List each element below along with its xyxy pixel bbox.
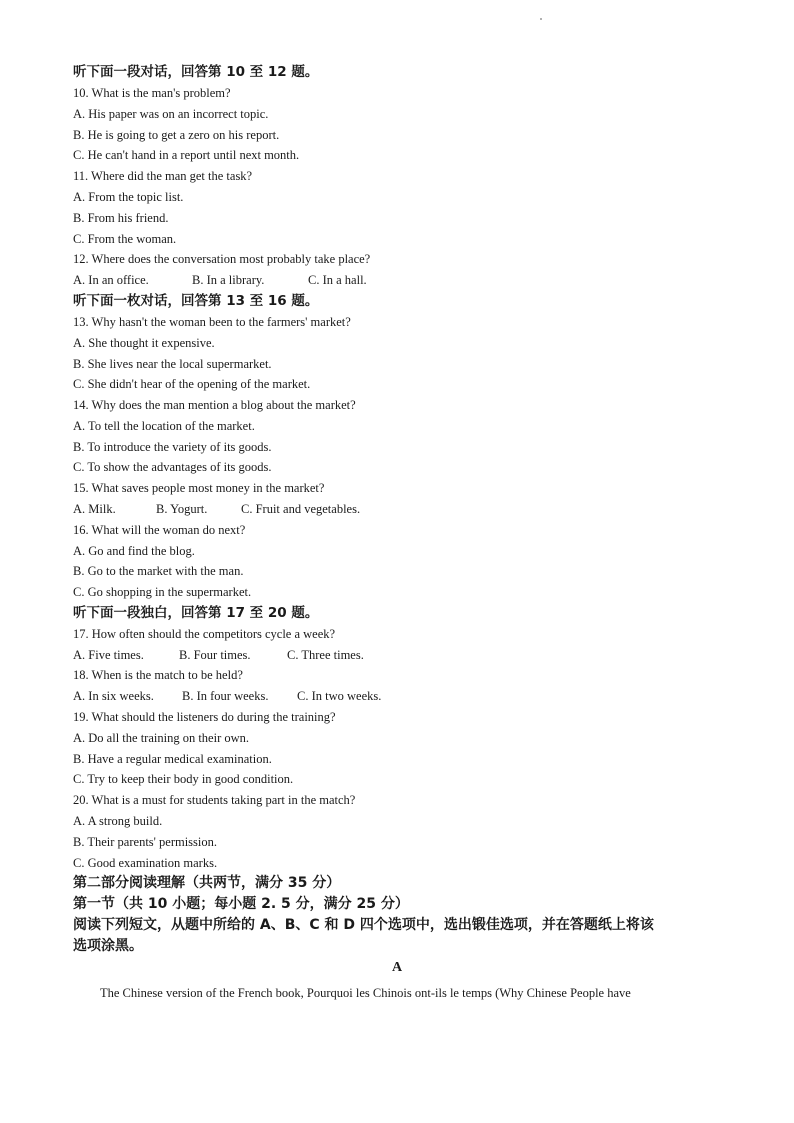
option-12c: C. In a hall. bbox=[308, 273, 367, 287]
section-heading-2: 听下面一枚对话，回答第 13 至 16 题。 bbox=[73, 293, 319, 309]
option-11a: A. From the topic list. bbox=[73, 190, 184, 204]
question-10: 10. What is the man's problem? bbox=[73, 86, 231, 100]
option-14a: A. To tell the location of the market. bbox=[73, 419, 255, 433]
speck bbox=[540, 18, 542, 20]
passage-first-line: The Chinese version of the French book, Pourquoi les Chinois ont-ils le temps (Why Chinese People have bbox=[100, 986, 631, 1000]
section-1-heading: 第一节（共 10 小题；每小题 2. 5 分，满分 25 分） bbox=[73, 896, 409, 912]
option-16b: B. Go to the market with the man. bbox=[73, 564, 244, 578]
option-13c: C. She didn't hear of the opening of the market. bbox=[73, 377, 311, 391]
option-10a: A. His paper was on an incorrect topic. bbox=[73, 107, 269, 121]
instruction-line-2: 选项涂黑。 bbox=[73, 938, 143, 954]
question-11: 11. Where did the man get the task? bbox=[73, 169, 253, 183]
option-20c: C. Good examination marks. bbox=[73, 856, 218, 870]
option-14b: B. To introduce the variety of its goods. bbox=[73, 440, 272, 454]
question-16: 16. What will the woman do next? bbox=[73, 523, 246, 537]
question-15: 15. What saves people most money in the market? bbox=[73, 481, 325, 495]
option-18c: C. In two weeks. bbox=[297, 689, 382, 703]
option-13b: B. She lives near the local supermarket. bbox=[73, 357, 272, 371]
option-13a: A. She thought it expensive. bbox=[73, 336, 215, 350]
options-18 bbox=[73, 688, 381, 704]
option-12a: A. In an office. bbox=[73, 273, 149, 287]
option-11b: B. From his friend. bbox=[73, 211, 169, 225]
options-15 bbox=[73, 501, 360, 517]
option-11c: C. From the woman. bbox=[73, 232, 177, 246]
option-17c: C. Three times. bbox=[287, 648, 364, 662]
option-17a: A. Five times. bbox=[73, 648, 144, 662]
option-16c: C. Go shopping in the supermarket. bbox=[73, 585, 252, 599]
option-15b: B. Yogurt. bbox=[156, 502, 208, 516]
option-20b: B. Their parents' permission. bbox=[73, 835, 218, 849]
option-12b: B. In a library. bbox=[192, 273, 265, 287]
question-19: 19. What should the listeners do during the training? bbox=[73, 710, 336, 724]
options-17 bbox=[73, 647, 364, 663]
question-14: 14. Why does the man mention a blog about the market? bbox=[73, 398, 356, 412]
option-19b: B. Have a regular medical examination. bbox=[73, 752, 272, 766]
section-heading-1: 听下面一段对话，回答第 10 至 12 题。 bbox=[73, 64, 319, 80]
option-15a: A. Milk. bbox=[73, 502, 116, 516]
option-16a: A. Go and find the blog. bbox=[73, 544, 195, 558]
passage-title: A bbox=[391, 960, 403, 975]
option-18b: B. In four weeks. bbox=[182, 689, 269, 703]
instruction-line-1: 阅读下列短文，从题中所给的 A、B、C 和 D 四个选项中，选出锻佳选项，并在答题纸上将该 bbox=[73, 917, 654, 933]
option-18a: A. In six weeks. bbox=[73, 689, 154, 703]
question-17: 17. How often should the competitors cycle a week? bbox=[73, 627, 336, 641]
question-13: 13. Why hasn't the woman been to the farmers' market? bbox=[73, 315, 351, 329]
part-2-heading: 第二部分阅读理解（共两节，满分 35 分） bbox=[73, 875, 341, 891]
option-10c: C. He can't hand in a report until next month. bbox=[73, 148, 300, 162]
option-19a: A. Do all the training on their own. bbox=[73, 731, 250, 745]
option-15c: C. Fruit and vegetables. bbox=[241, 502, 361, 516]
options-12 bbox=[73, 272, 367, 288]
section-heading-3: 听下面一段独白，回答第 17 至 20 题。 bbox=[73, 605, 319, 621]
option-20a: A. A strong build. bbox=[73, 814, 163, 828]
option-19c: C. Try to keep their body in good condition. bbox=[73, 772, 294, 786]
option-10b: B. He is going to get a zero on his report. bbox=[73, 128, 280, 142]
question-18: 18. When is the match to be held? bbox=[73, 668, 243, 682]
option-14c: C. To show the advantages of its goods. bbox=[73, 460, 272, 474]
question-12: 12. Where does the conversation most probably take place? bbox=[73, 252, 371, 266]
option-17b: B. Four times. bbox=[179, 648, 251, 662]
question-20: 20. What is a must for students taking part in the match? bbox=[73, 793, 356, 807]
